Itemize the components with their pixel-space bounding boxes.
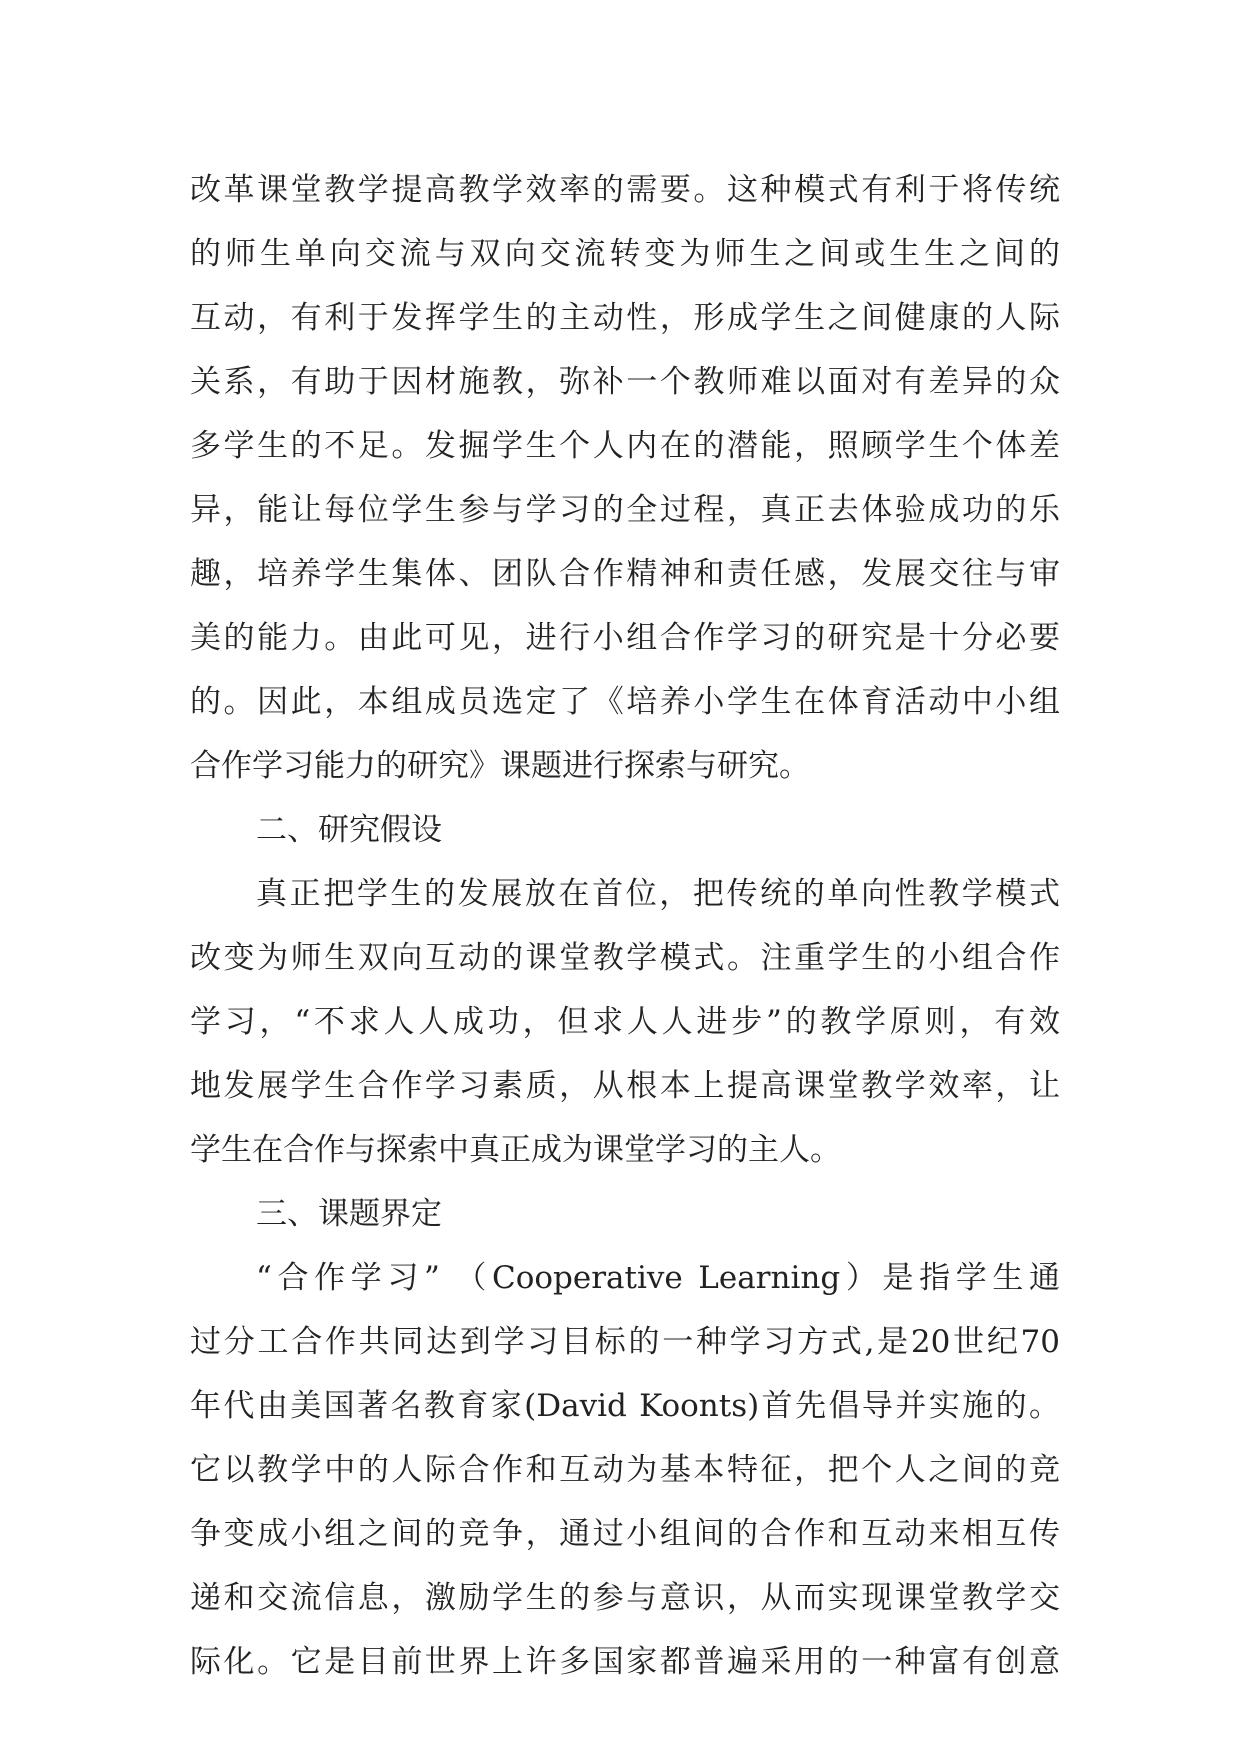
paragraph-line: 互动，有利于发挥学生的主动性，形成学生之间健康的人际 [190,300,1060,336]
paragraph-line: 合作学习能力的研究》课题进行探索与研究。 [190,748,810,784]
paragraph-line: 异，能让每位学生参与学习的全过程，真正去体验成功的乐 [190,492,1060,528]
paragraph-line: 过分工合作共同达到学习目标的一种学习方式,是20世纪70 [190,1324,1060,1360]
paragraph-line: “合作学习” （Cooperative Learning）是指学生通 [256,1260,1060,1296]
paragraph-line: 地发展学生合作学习素质，从根本上提高课堂教学效率，让 [190,1068,1060,1104]
document-body [190,158,1060,1694]
paragraph-line: 趣，培养学生集体、团队合作精神和责任感，发展交往与审 [190,556,1060,592]
paragraph-line: 它以教学中的人际合作和互动为基本特征，把个人之间的竞 [190,1452,1060,1488]
paragraph-line: 多学生的不足。发掘学生个人内在的潜能，照顾学生个体差 [190,428,1060,464]
paragraph-line: 学生在合作与探索中真正成为课堂学习的主人。 [190,1132,841,1168]
paragraph-line: 递和交流信息，激励学生的参与意识，从而实现课堂教学交 [190,1580,1060,1616]
paragraph-line: 的师生单向交流与双向交流转变为师生之间或生生之间的 [190,236,1060,272]
paragraph-line: 改变为师生双向互动的课堂教学模式。注重学生的小组合作 [190,940,1060,976]
paragraph-line: 年代由美国著名教育家(David Koonts)首先倡导并实施的。 [190,1388,1060,1424]
paragraph-line: 美的能力。由此可见，进行小组合作学习的研究是十分必要 [190,620,1060,656]
paragraph-line: 际化。它是目前世界上许多国家都普遍采用的一种富有创意 [190,1644,1060,1680]
section-heading: 三、课题界定 [256,1196,442,1232]
paragraph-line: 争变成小组之间的竞争，通过小组间的合作和互动来相互传 [190,1516,1060,1552]
paragraph-line: 学习，“不求人人成功，但求人人进步”的教学原则，有效 [190,1004,1060,1040]
paragraph-line: 关系，有助于因材施教，弥补一个教师难以面对有差异的众 [190,364,1060,400]
paragraph-line: 的。因此，本组成员选定了《培养小学生在体育活动中小组 [190,684,1060,720]
paragraph-line: 改革课堂教学提高教学效率的需要。这种模式有利于将传统 [190,172,1060,208]
paragraph-line: 真正把学生的发展放在首位，把传统的单向性教学模式 [256,876,1060,912]
section-heading: 二、研究假设 [256,812,442,848]
